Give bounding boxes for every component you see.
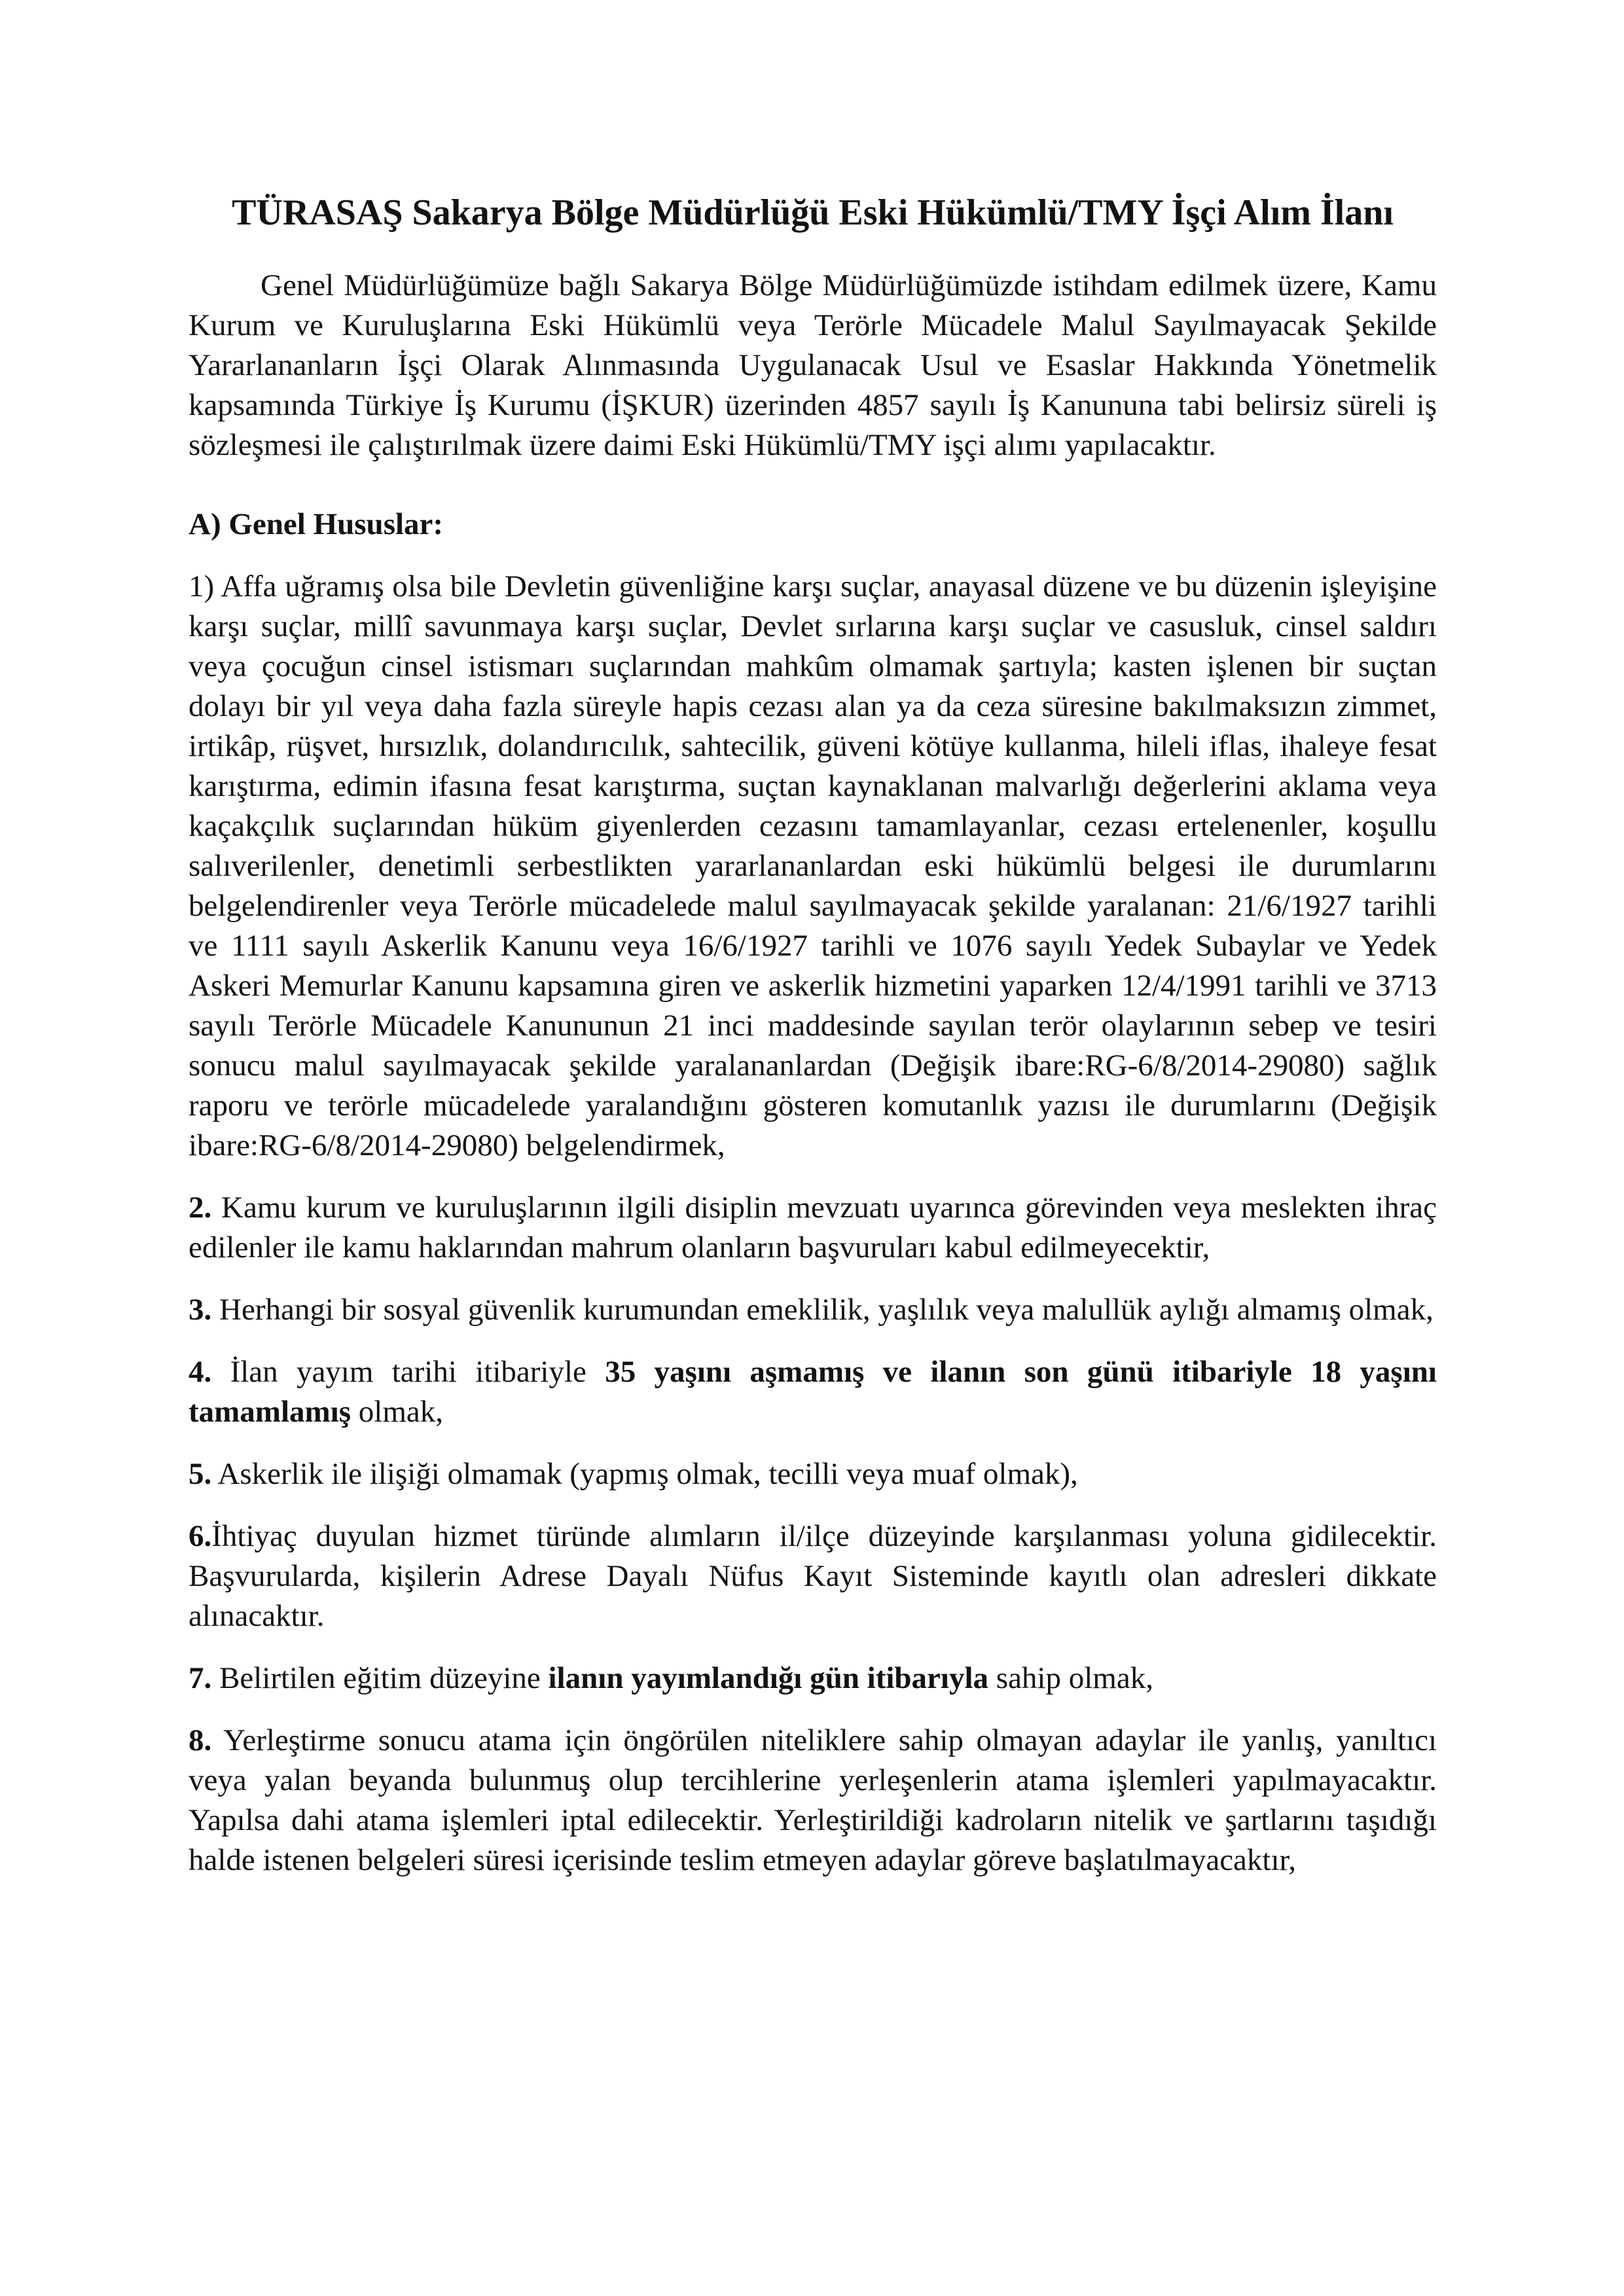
text-run: 1) Affa uğramış olsa bile Devletin güvenliğine karşı suçlar, anayasal düzene ve bu düzenin işleyişine karşı suçlar, millî savunmaya karşı suçlar, Devlet sırlarına karşı suçlar ve casusluk, cinsel saldırı veya çocuğun cinsel istismarı suçlarından mahkûm olmamak şartıyla; kasten işlenen bir suçtan dolayı bir yıl veya daha fazla süreyle hapis cezası alan ya da ceza süresine bakılmaksızın zimmet, irtikâp, rüşvet, hırsızlık, dolandırıcılık, sahtecilik, güveni kötüye kullanma, hileli iflas, ihaleye fesat karıştırma, edimin ifasına fesat karıştırma, suçtan kaynaklanan malvarlığı değerlerini aklama veya kaçakçılık suçlarından hüküm giyenlerden cezasını tamamlayanlar, cezası ertelenenler, koşullu salıverilenler, denetimli serbestlikten yararlananlardan eski hükümlü belgesi ile durumlarını belgelendirenler veya Terörle mücadelede malul sayılmayacak şekilde yaralanan: 21/6/1927 tarihli ve 1111 sayılı Askerlik Kanunu veya 16/6/1927 tarihli ve 1076 sayılı Yedek Subaylar ve Yedek Askeri Memurlar Kanunu kapsamına giren ve askerlik hizmetini yaparken 12/4/1991 tarihli ve 3713 sayılı Terörle Mücadele Kanununun 21 inci maddesinde sayılan terör olaylarının sebep ve tesiri sonucu malul sayılmayacak şekilde yaralananlardan (Değişik ibare:RG-6/8/2014-29080) sağlık raporu ve terörle mücadelede yaralandığını gösteren komutanlık yazısı ile durumlarını (Değişik ibare:RG-6/8/2014-29080) belgelendirmek, — [189, 569, 1437, 1162]
bold-text-run: 35 yaşını aşmamış ve ilanın son günü itibariyle 18 yaşını tamamlamış — [189, 1355, 1437, 1429]
text-run: sahip olmak, — [988, 1661, 1153, 1695]
bold-text-run: 8. — [189, 1723, 212, 1757]
text-run: Belirtilen eğitim düzeyine — [211, 1661, 549, 1695]
item-paragraph-6 — [189, 1516, 1437, 1636]
item-paragraph-8 — [189, 1721, 1437, 1880]
text-run: Herhangi bir sosyal güvenlik kurumundan emeklilik, yaşlılık veya malullük aylığı almamış olmak, — [211, 1293, 1434, 1327]
text-run: İhtiyaç duyulan hizmet türünde alımların il/ilçe düzeyinde karşılanması yoluna gidilecektir. Başvurularda, kişilerin Adrese Dayalı Nüfus Kayıt Sisteminde kayıtlı olan adresleri dikkate alınacaktır. — [189, 1519, 1437, 1633]
item-paragraph-1 — [189, 567, 1437, 1166]
item-paragraph-7 — [189, 1659, 1437, 1698]
bold-text-run: 6. — [189, 1519, 212, 1553]
item-paragraph-2 — [189, 1188, 1437, 1268]
bold-text-run: 2. — [189, 1191, 212, 1225]
item-paragraph-5 — [189, 1454, 1437, 1494]
text-run: Genel Müdürlüğümüze bağlı Sakarya Bölge Müdürlüğümüzde istihdam edilmek üzere, Kamu Kurum ve Kuruluşlarına Eski Hükümlü veya Terörle Mücadele Malul Sayılmayacak Şekilde Yararlananların İşçi Olarak Alınmasında Uygulanacak Usul ve Esaslar Hakkında Yönetmelik kapsamında Türkiye İş Kurumu (İŞKUR) üzerinden 4857 sayılı İş Kanununa tabi belirsiz süreli iş sözleşmesi ile çalıştırılmak üzere daimi Eski Hükümlü/TMY işçi alımı yapılacaktır. — [189, 268, 1437, 462]
bold-text-run: 7. — [189, 1661, 212, 1695]
bold-text-run: 4. — [189, 1355, 212, 1389]
bold-text-run: ilanın yayımlandığı gün itibarıyla — [548, 1661, 989, 1695]
item-paragraph-4 — [189, 1352, 1437, 1432]
bold-text-run: 5. — [189, 1457, 212, 1491]
bold-text-run: 3. — [189, 1293, 212, 1327]
text-run: olmak, — [351, 1395, 443, 1429]
document-title: TÜRASAŞ Sakarya Bölge Müdürlüğü Eski Hükümlü/TMY İşçi Alım İlanı — [232, 192, 1394, 233]
text-run: Askerlik ile ilişiği olmamak (yapmış olmak, tecilli veya muaf olmak), — [211, 1457, 1078, 1491]
text-run: İlan yayım tarihi itibariyle — [211, 1355, 605, 1389]
text-run: Yerleştirme sonucu atama için öngörülen niteliklere sahip olmayan adaylar ile yanlış, yanıltıcı veya yalan beyanda bulunmuş olup tercihlerine yerleşenlerin atama işlemleri yapılmayacaktır. Yapılsa dahi atama işlemleri iptal edilecektir. Yerleştirildiği kadroların nitelik ve şartlarını taşıdığı halde istenen belgeleri süresi içerisinde teslim etmeyen adaylar göreve başlatılmayacaktır, — [189, 1723, 1437, 1877]
item-paragraph-3 — [189, 1290, 1437, 1330]
text-run: Kamu kurum ve kuruluşlarının ilgili disiplin mevzuatı uyarınca görevinden veya meslekten ihraç edilenler ile kamu haklarından mahrum olanların başvuruları kabul edilmeyecektir, — [189, 1191, 1437, 1265]
intro-paragraph — [189, 266, 1437, 465]
section-a-heading: A) Genel Hususlar: — [189, 507, 444, 541]
